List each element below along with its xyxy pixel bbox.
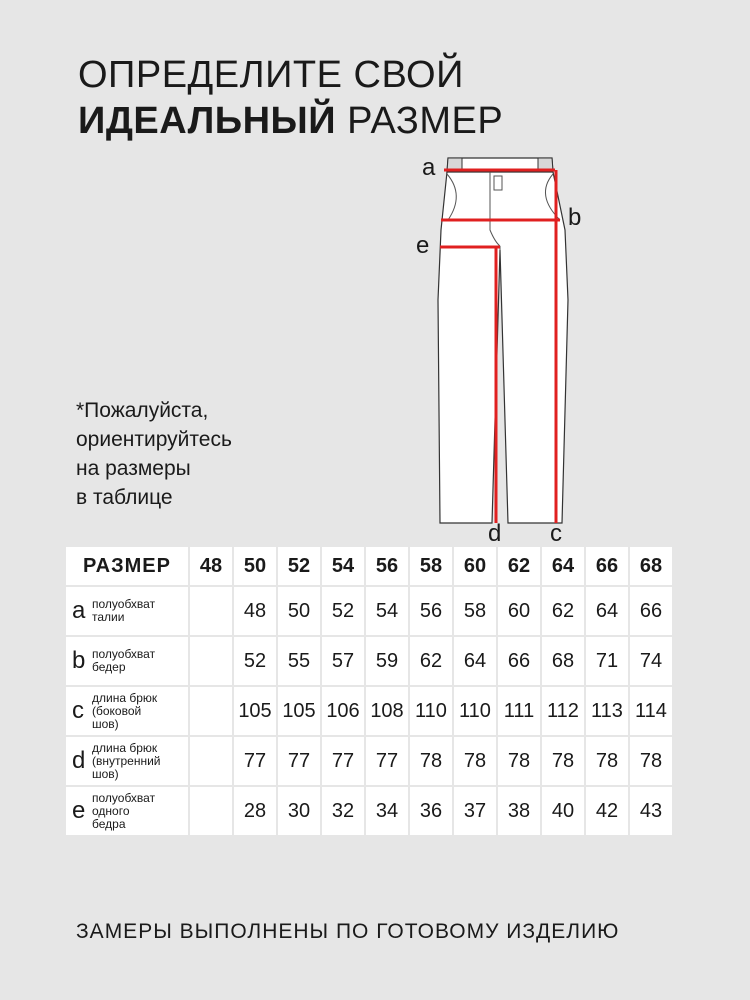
row-parameter: [66, 637, 188, 685]
row-letter: d: [72, 747, 86, 774]
header-size: 64: [542, 547, 584, 585]
table-cell: [190, 787, 232, 835]
table-cell: [190, 637, 232, 685]
table-cell: 52: [234, 637, 276, 685]
footer-note: ЗАМЕРЫ ВЫПОЛНЕНЫ ПО ГОТОВОМУ ИЗДЕЛИЮ: [76, 920, 620, 943]
table-row: [66, 637, 672, 685]
header-size: 68: [630, 547, 672, 585]
page-title: [78, 52, 503, 144]
note-line: в таблице: [76, 486, 173, 509]
table-cell: 57: [322, 637, 364, 685]
header-size: 48: [190, 547, 232, 585]
row-description-line: полуобхват: [92, 647, 156, 661]
row-description-line: длина брюк: [92, 690, 158, 705]
row-description: [92, 598, 155, 624]
row-description-line: талии: [92, 610, 125, 624]
row-description: [92, 742, 161, 781]
table-cell: 66: [630, 587, 672, 635]
title-line-1: ОПРЕДЕЛИТЕ СВОЙ: [78, 54, 464, 96]
table-cell: 74: [630, 637, 672, 685]
title-regular-word: РАЗМЕР: [347, 100, 504, 142]
note-line: ориентируйтесь: [76, 428, 232, 451]
row-description-line: шов): [92, 716, 119, 731]
row-description: [92, 792, 155, 831]
table-cell: 78: [498, 737, 540, 785]
row-parameter: [66, 687, 188, 735]
table-cell: 78: [410, 737, 452, 785]
size-note: [76, 396, 232, 512]
table-cell: 30: [278, 787, 320, 835]
label-d: d: [488, 520, 502, 547]
header-size: 56: [366, 547, 408, 585]
row-parameter: [66, 787, 188, 835]
table-cell: 58: [454, 587, 496, 635]
table-cell: [190, 687, 232, 735]
table-cell: 59: [366, 637, 408, 685]
table-cell: 77: [234, 737, 276, 785]
table-cell: 111: [498, 687, 540, 735]
table-cell: 78: [586, 737, 628, 785]
table-cell: 62: [410, 637, 452, 685]
row-description-line: полуобхват: [92, 597, 156, 611]
row-description-line: шов): [92, 766, 119, 781]
table-row: [66, 587, 672, 635]
header-size: 66: [586, 547, 628, 585]
row-description-line: бедер: [92, 660, 126, 674]
label-c: c: [550, 520, 562, 547]
header-size: 52: [278, 547, 320, 585]
table-cell: 110: [454, 687, 496, 735]
table-cell: 71: [586, 637, 628, 685]
table-header-row: [66, 547, 672, 585]
row-description: [92, 648, 155, 674]
table-cell: 77: [322, 737, 364, 785]
table-cell: 60: [498, 587, 540, 635]
table-cell: 38: [498, 787, 540, 835]
note-line: на размеры: [76, 457, 191, 480]
table-cell: 50: [278, 587, 320, 635]
table-row: [66, 787, 672, 835]
row-description-line: длина брюк: [92, 740, 158, 755]
row-letter: e: [72, 797, 86, 824]
row-description-line: полуобхват: [92, 790, 156, 805]
table-cell: 112: [542, 687, 584, 735]
row-letter: c: [72, 697, 84, 724]
table-cell: 36: [410, 787, 452, 835]
table-row: [66, 687, 672, 735]
table-cell: 37: [454, 787, 496, 835]
table-cell: 77: [366, 737, 408, 785]
table-cell: 54: [366, 587, 408, 635]
note-line: *Пожалуйста,: [76, 399, 209, 422]
row-parameter: [66, 737, 188, 785]
row-letter: b: [72, 647, 86, 674]
table-cell: 108: [366, 687, 408, 735]
size-chart-table: [64, 545, 674, 837]
label-b: b: [568, 204, 582, 231]
table-cell: 32: [322, 787, 364, 835]
table-cell: 78: [542, 737, 584, 785]
header-size: 50: [234, 547, 276, 585]
table-cell: 105: [278, 687, 320, 735]
row-description-line: (внутренний: [92, 753, 161, 768]
table-cell: 64: [454, 637, 496, 685]
table-cell: 40: [542, 787, 584, 835]
table-cell: 56: [410, 587, 452, 635]
title-line-2: [78, 98, 503, 144]
table-cell: 42: [586, 787, 628, 835]
header-size: 54: [322, 547, 364, 585]
header-size-label: РАЗМЕР: [66, 547, 188, 585]
trousers-diagram: [410, 150, 600, 545]
row-description-line: одного: [92, 803, 130, 818]
table-cell: 28: [234, 787, 276, 835]
row-description: [92, 692, 157, 731]
row-description-line: (боковой: [92, 703, 142, 718]
header-size: 62: [498, 547, 540, 585]
table-cell: 110: [410, 687, 452, 735]
row-parameter: [66, 587, 188, 635]
label-a: a: [422, 154, 436, 181]
table-cell: 77: [278, 737, 320, 785]
table-cell: 62: [542, 587, 584, 635]
table-cell: 106: [322, 687, 364, 735]
table-cell: 43: [630, 787, 672, 835]
table-cell: 64: [586, 587, 628, 635]
label-e: e: [416, 232, 430, 259]
title-bold-word: ИДЕАЛЬНЫЙ: [78, 100, 337, 142]
table-cell: [190, 737, 232, 785]
table-cell: 34: [366, 787, 408, 835]
table-cell: [190, 587, 232, 635]
row-description-line: бедра: [92, 816, 126, 831]
table-cell: 48: [234, 587, 276, 635]
table-cell: 55: [278, 637, 320, 685]
table-cell: 105: [234, 687, 276, 735]
table-cell: 78: [630, 737, 672, 785]
table-row: [66, 737, 672, 785]
table-cell: 113: [586, 687, 628, 735]
table-cell: 66: [498, 637, 540, 685]
table-cell: 114: [630, 687, 672, 735]
table-cell: 52: [322, 587, 364, 635]
table-cell: 78: [454, 737, 496, 785]
table-cell: 68: [542, 637, 584, 685]
header-size: 58: [410, 547, 452, 585]
row-letter: a: [72, 597, 86, 624]
header-size: 60: [454, 547, 496, 585]
